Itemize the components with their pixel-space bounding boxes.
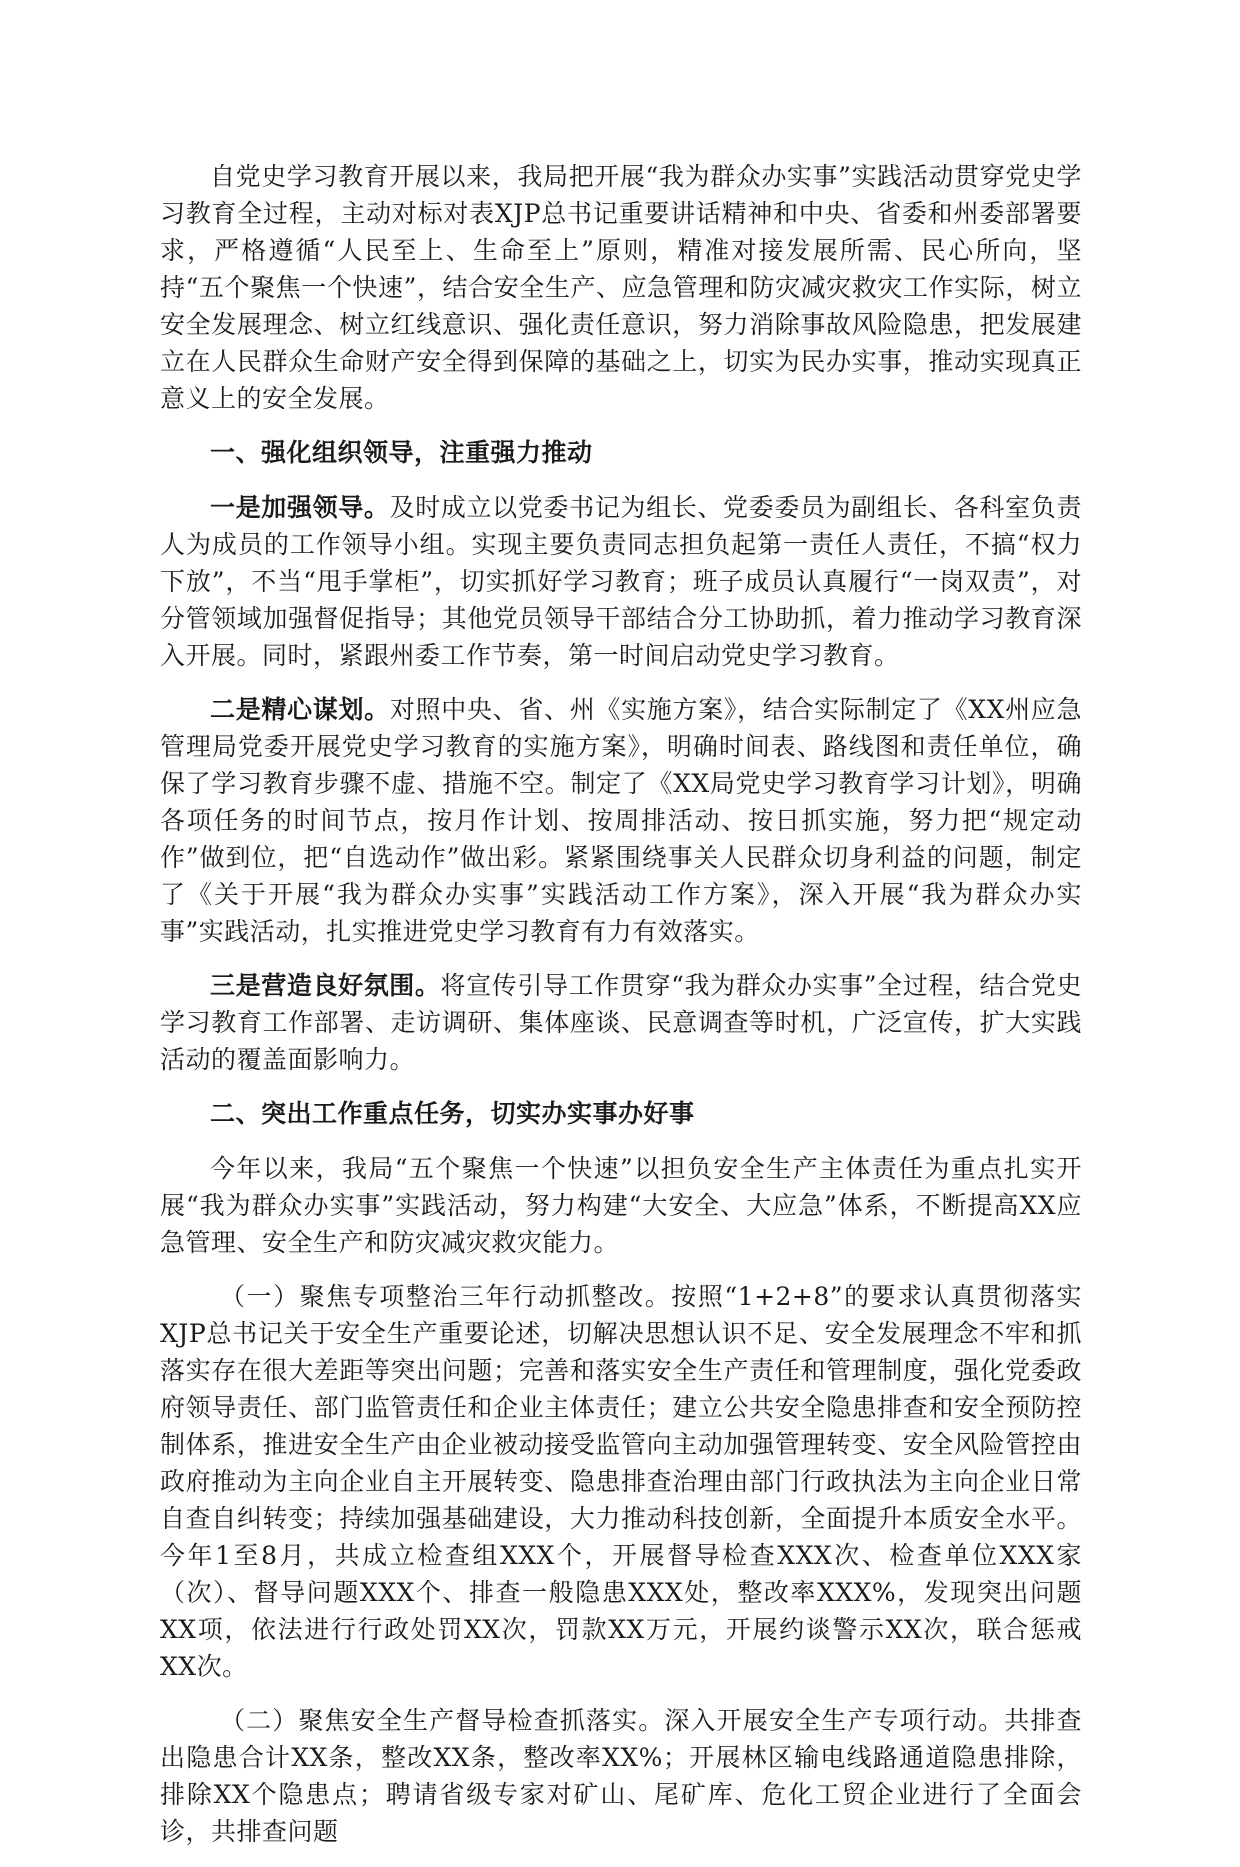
section-1-paragraph-2 — [160, 691, 1082, 950]
document-page — [160, 158, 1082, 1867]
section-1-paragraph-3 — [160, 967, 1082, 1078]
paragraph-lead: 二是精心谋划。 — [210, 695, 390, 724]
paragraph-text: 及时成立以党委书记为组长、党委委员为副组长、各科室负责人为成员的工作领导小组。实现主要负责同志担负起第一责任人责任，不搞“权力下放”，不当“甩手掌柜”，切实抓好学习教育；班子成员认真履行“一岗双责”，对分管领域加强督促指导；其他党员领导干部结合分工协助抓，着力推动学习教育深入开展。同时，紧跟州委工作节奏，第一时间启动党史学习教育。 — [160, 493, 1082, 670]
section-1-paragraph-1 — [160, 489, 1082, 674]
section-2-intro: 今年以来，我局“五个聚焦一个快速”以担负安全生产主体责任为重点扎实开展“我为群众办实事”实践活动，努力构建“大安全、大应急”体系，不断提高XX应急管理、安全生产和防灾减灾救灾能力。 — [160, 1154, 1082, 1257]
paragraph-text: 对照中央、省、州《实施方案》，结合实际制定了《XX州应急管理局党委开展党史学习教育的实施方案》，明确时间表、路线图和责任单位，确保了学习教育步骤不虚、措施不空。制定了《XX局党史学习教育学习计划》，明确各项任务的时间节点，按月作计划、按周排活动、按日抓实施，努力把“规定动作”做到位，把“自选动作”做出彩。紧紧围绕事关人民群众切身利益的问题，制定了《关于开展“我为群众办实事”实践活动工作方案》，深入开展“我为群众办实事”实践活动，扎实推进党史学习教育有力有效落实。 — [160, 695, 1082, 946]
intro-paragraph: 自党史学习教育开展以来，我局把开展“我为群众办实事”实践活动贯穿党史学习教育全过程，主动对标对表XJP总书记重要讲话精神和中央、省委和州委部署要求，严格遵循“人民至上、生命至上”原则，精准对接发展所需、民心所向，坚持“五个聚焦一个快速”，结合安全生产、应急管理和防灾减灾救灾工作实际，树立安全发展理念、树立红线意识、强化责任意识，努力消除事故风险隐患，把发展建立在人民群众生命财产安全得到保障的基础之上，切实为民办实事，推动实现真正意义上的安全发展。 — [160, 162, 1082, 413]
section-1-heading: 一、强化组织领导，注重强力推动 — [210, 438, 593, 467]
paragraph-lead: 三是营造良好氛围。 — [210, 971, 441, 1000]
paragraph-lead: 一是加强领导。 — [210, 493, 390, 522]
section-2-item-1: （一）聚焦专项整治三年行动抓整改。按照“1+2+8”的要求认真贯彻落实XJP总书记关于安全生产重要论述，切解决思想认识不足、安全发展理念不牢和抓落实存在很大差距等突出问题；完善和落实安全生产责任和管理制度，强化党委政府领导责任、部门监管责任和企业主体责任；建立公共安全隐患排查和安全预防控制体系，推进安全生产由企业被动接受监管向主动加强管理转变、安全风险管控由政府推动为主向企业自主开展转变、隐患排查治理由部门行政执法为主向企业日常自查自纠转变；持续加强基础建设，大力推动科技创新，全面提升本质安全水平。今年1至8月，共成立检查组XXX个，开展督导检查XXX次、检查单位XXX家（次）、督导问题XXX个、排查一般隐患XXX处，整改率XXX%，发现突出问题XX项，依法进行行政处罚XX次，罚款XX万元，开展约谈警示XX次，联合惩戒XX次。 — [160, 1282, 1082, 1681]
section-2-item-2: （二）聚焦安全生产督导检查抓落实。深入开展安全生产专项行动。共排查出隐患合计XX条，整改XX条，整改率XX%；开展林区输电线路通道隐患排除，排除XX个隐患点；聘请省级专家对矿山、尾矿库、危化工贸企业进行了全面会诊，共排查问题 — [160, 1706, 1082, 1846]
section-2-heading: 二、突出工作重点任务，切实办实事办好事 — [210, 1099, 695, 1128]
paragraph-text: 将宣传引导工作贯穿“我为群众办实事”全过程，结合党史学习教育工作部署、走访调研、集体座谈、民意调查等时机，广泛宣传，扩大实践活动的覆盖面影响力。 — [160, 971, 1082, 1074]
